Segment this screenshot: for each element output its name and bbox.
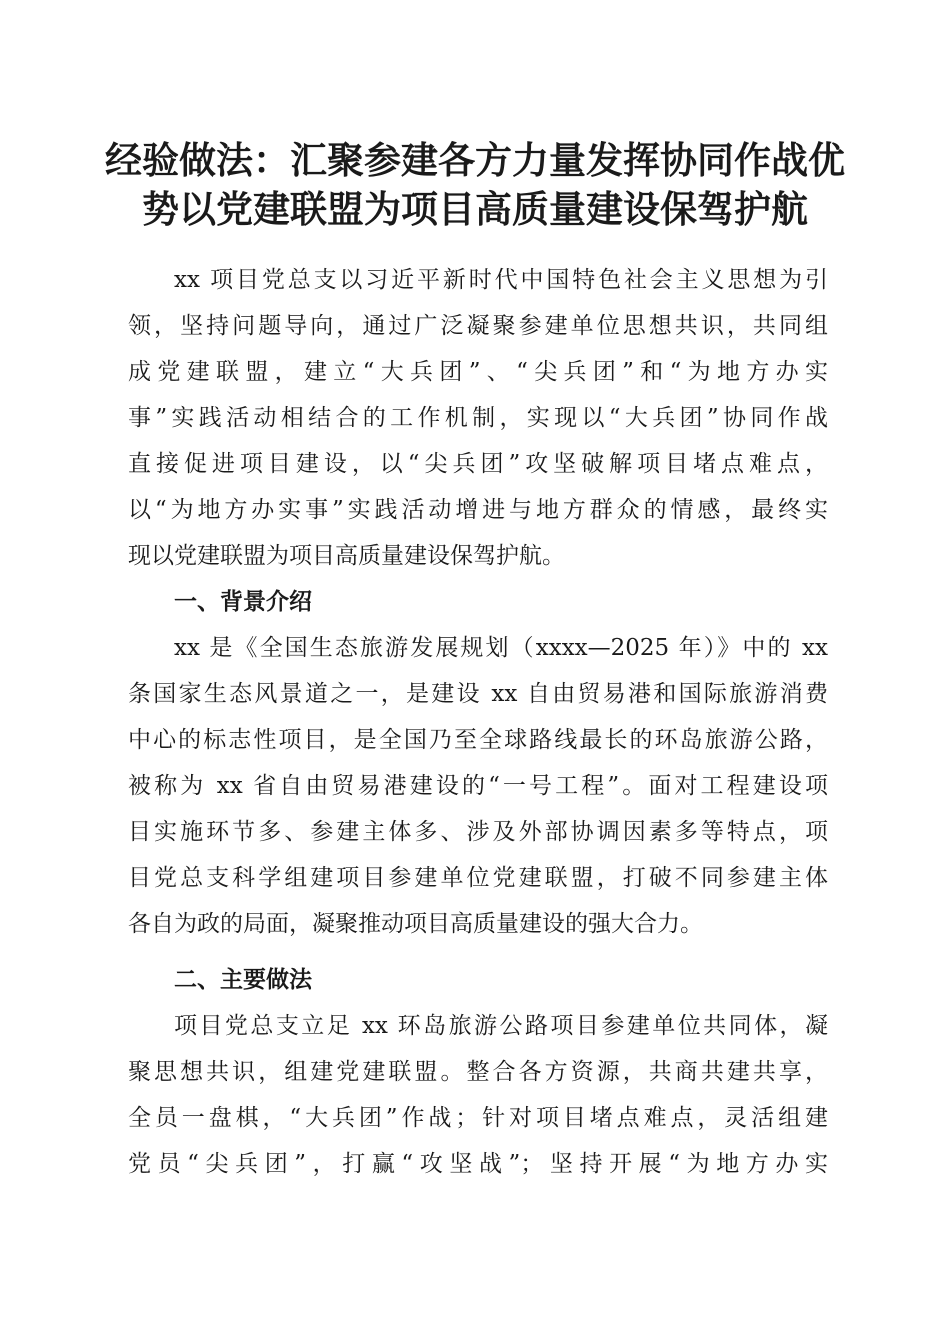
document-body — [128, 257, 828, 1187]
paragraph-line: xx 项目党总支以习近平新时代中国特色社会主义思想为引 — [174, 267, 828, 293]
practices-paragraph — [128, 1003, 828, 1187]
paragraph-line: 目党总支科学组建项目参建单位党建联盟，打破不同参建主体 — [128, 865, 828, 891]
title-line-1: 经验做法：汇聚参建各方力量发挥协同作战优 — [105, 138, 845, 182]
paragraph-line: 目实施环节多、参建主体多、涉及外部协调因素多等特点，项 — [128, 819, 828, 845]
paragraph-line: 事”实践活动相结合的工作机制，实现以“大兵团”协同作战 — [128, 405, 828, 431]
background-paragraph — [128, 625, 828, 947]
paragraph-line: 全员一盘棋，“大兵团”作战；针对项目堵点难点，灵活组建 — [128, 1105, 828, 1131]
paragraph-line: 以“为地方办实事”实践活动增进与地方群众的情感，最终实 — [128, 497, 828, 523]
paragraph-line: 领，坚持问题导向，通过广泛凝聚参建单位思想共识，共同组 — [128, 313, 828, 339]
paragraph-line: 现以党建联盟为项目高质量建设保驾护航。 — [128, 543, 565, 569]
section-spacer — [128, 947, 828, 957]
paragraph-line: 条国家生态风景道之一，是建设 xx 自由贸易港和国际旅游消费 — [128, 681, 828, 707]
document-title — [100, 136, 850, 234]
paragraph-line: 各自为政的局面，凝聚推动项目高质量建设的强大合力。 — [128, 911, 703, 937]
section-heading-main-practices: 二、主要做法 — [174, 967, 312, 993]
paragraph-line: 项目党总支立足 xx 环岛旅游公路项目参建单位共同体，凝 — [174, 1013, 828, 1039]
paragraph-line: 被称为 xx 省自由贸易港建设的“一号工程”。面对工程建设项 — [128, 773, 828, 799]
paragraph-line: xx 是《全国生态旅游发展规划（xxxx—2025 年）》中的 xx — [174, 635, 828, 661]
paragraph-line: 中心的标志性项目，是全国乃至全球路线最长的环岛旅游公路， — [128, 727, 828, 753]
paragraph-line: 党员“尖兵团”，打赢“攻坚战”；坚持开展“为地方办实 — [128, 1151, 828, 1177]
paragraph-line: 直接促进项目建设，以“尖兵团”攻坚破解项目堵点难点， — [128, 451, 828, 477]
title-line-2: 势以党建联盟为项目高质量建设保驾护航 — [142, 187, 808, 231]
paragraph-line: 成党建联盟，建立“大兵团”、“尖兵团”和“为地方办实 — [128, 359, 828, 385]
intro-paragraph — [128, 257, 828, 579]
paragraph-line: 聚思想共识，组建党建联盟。整合各方资源，共商共建共享， — [128, 1059, 828, 1085]
section-heading-background: 一、背景介绍 — [174, 589, 312, 615]
